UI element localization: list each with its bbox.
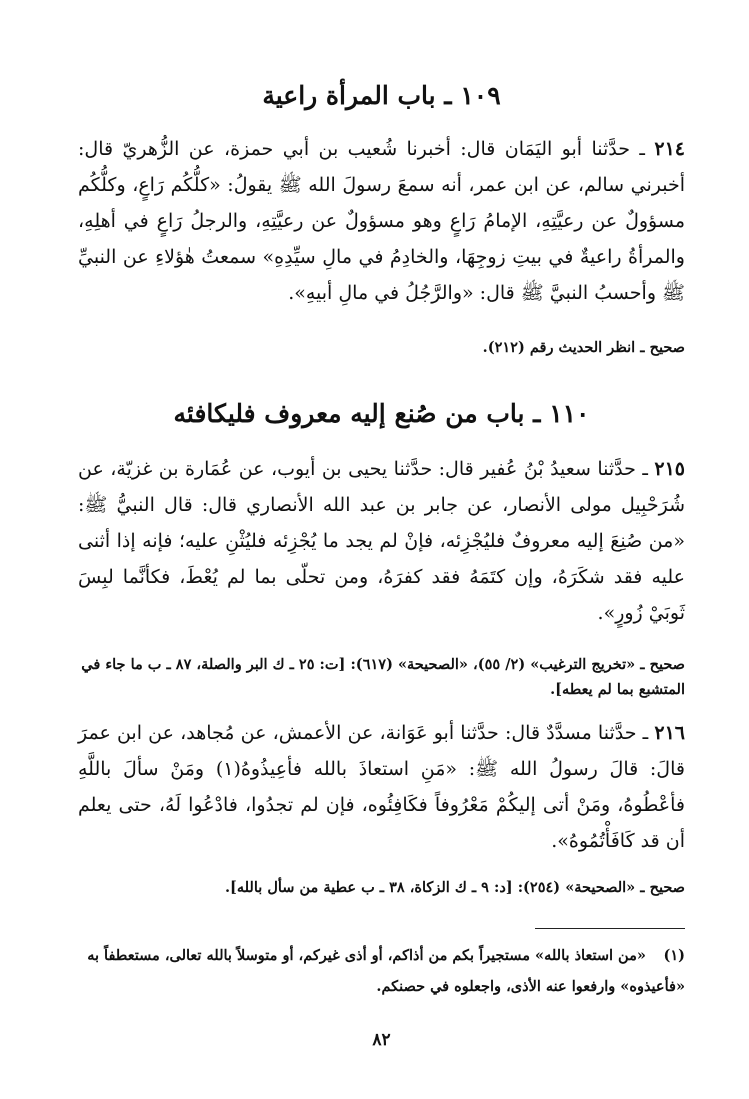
book-page xyxy=(78,0,685,1099)
grade-label: صحيح xyxy=(649,339,685,356)
hadith-215 xyxy=(78,451,685,631)
footnote-text: «من استعاذ بالله» مستجيراً بكم من أذاكم، أو أذى غيركم، أو متوسلاً بالله تعالى، مستعطفاً به «فأعيذوه» وارفعوا عنه الأذى، واجعلوه في حصنكم. xyxy=(87,947,685,995)
hadith-grading-214 xyxy=(78,335,685,360)
footnote-marker: (١) xyxy=(663,947,685,964)
hadith-number: ٢١٤ xyxy=(654,138,685,160)
grading-text: ـ «تخريج الترغيب» (٢/ ٥٥)، «الصحيحة» (٦١٧): [ت: ٢٥ ـ ك البر والصلة، ٨٧ ـ ب ما جاء في المتشبع بما لم يعطه]. xyxy=(81,656,685,698)
grading-text: ـ «الصحيحة» (٢٥٤): [د: ٩ ـ ك الزكاة، ٣٨ ـ ب عطية من سأل بالله]. xyxy=(224,879,645,896)
hadith-grading-216 xyxy=(78,875,685,900)
chapter-title-110: ١١٠ ـ باب من صُنع إليه معروف فليكافئه xyxy=(173,399,590,428)
hadith-text: ـ حدَّثنا أبو اليَمَان قال: أخبرنا شُعيب بن أبي حمزة، عن الزُّهريّ قال: أخبرني سالم، عن ابن عمر، أنه سمعَ رسولَ الله ﷺ يقولُ: «كلُّكُم رَاعٍ، وكلُّكُم مسؤولٌ عن رعيَّتِهِ، الإمامُ رَاعٍ وهو مسؤولٌ عن رعيَّتِهِ، والرجلُ رَاعٍ في أهلِهِ، والمرأةُ راعيةٌ في بيتِ زوجِهَا، والخادِمُ في مالِ سيِّدِهِ» سمعتُ هٰؤلاءِ عن النبيِّ ﷺ وأحسبُ النبيَّ ﷺ قال: «والرَّجُلُ في مالِ أبيهِ». xyxy=(78,138,685,304)
grade-label: صحيح xyxy=(649,879,685,896)
grading-text: ـ انظر الحديث رقم (٢١٢). xyxy=(482,339,645,356)
hadith-text: ـ حدَّثنا سعيدُ بْنُ عُفير قال: حدَّثنا يحيى بن أيوب، عن عُمَارة بن غزيّة، عن شُرَحْبِيل مولى الأنصار، عن جابر بن عبد الله الأنصاري قال: قال النبيُّ ﷺ: «من صُنِعَ إليه معروفٌ فليُجْزِئه، فإنْ لم يجد ما يُجْزِئه فليُثْنِ عليه؛ فإنه إذا أثنى عليه فقد شكَرَهُ، وإن كتَمَهُ فقد كفرَهُ، ومن تحلّى بما لم يُعْطَ، فكأنَّما لبِسَ ثَوبَيْ زُورٍ». xyxy=(78,458,685,624)
hadith-216 xyxy=(78,715,685,859)
hadith-number: ٢١٦ xyxy=(654,722,685,744)
hadith-214 xyxy=(78,131,685,311)
footnote-1 xyxy=(78,940,685,1002)
hadith-text: ـ حدَّثنا مسدَّدٌ قال: حدَّثنا أبو عَوَانة، عن الأعمش، عن مُجاهد، عن ابن عمرَ قالَ: قالَ رسولُ الله ﷺ: «مَنِ استعاذَ بالله فأعِيذُوهُ(١) ومَنْ سألَ باللَّهِ فأعْطُوهُ، ومَنْ أتى إليكُمْ مَعْرُوفاً فكَافِئُوه، فإن لم تجدُوا، فادْعُوا لَهُ، حتى يعلم أن قد كَافَأْتُمُوهُ». xyxy=(78,722,685,852)
hadith-number: ٢١٥ xyxy=(654,458,686,480)
page-number: ٨٢ xyxy=(372,1030,391,1050)
footnote-separator xyxy=(535,928,685,929)
grade-label: صحيح xyxy=(649,656,685,673)
hadith-grading-215 xyxy=(78,652,685,702)
chapter-title-109: ١٠٩ ـ باب المرأة راعية xyxy=(262,81,501,110)
